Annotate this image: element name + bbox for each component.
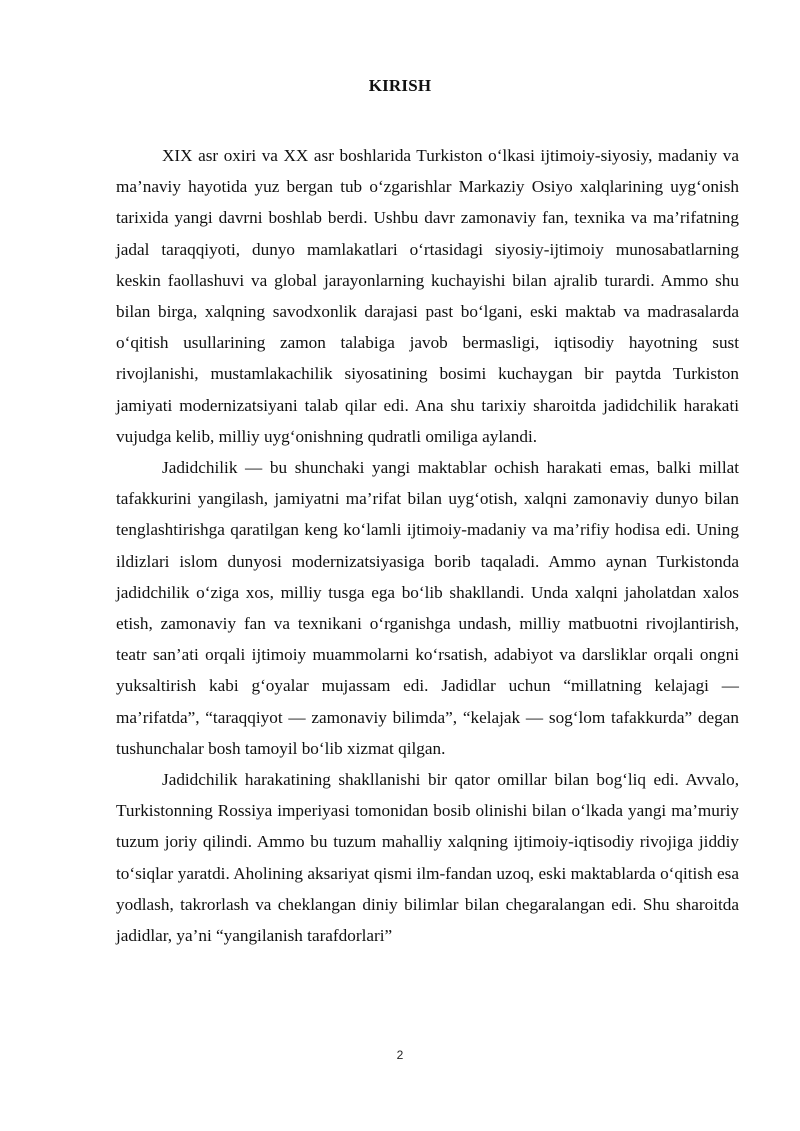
- page-number: 2: [396, 1048, 404, 1062]
- section-heading: KIRISH: [368, 76, 432, 95]
- paragraph: XIX asr oxiri va XX asr boshlarida Turkiston o‘lkasi ijtimoiy-siyosiy, madaniy va ma’naviy hayotida yuz bergan tub o‘zgarishlar Markaziy Osiyo xalqlarining uyg‘onish tarixida yangi davrni boshlab berdi. Ushbu davr zamonaviy fan, texnika va ma’rifatning jadal taraqqiyoti, dunyo mamlakatlari o‘rtasidagi siyosiy-ijtimoiy munosabatlarning keskin faollashuvi va global jarayonlarning kuchayishi bilan ajralib turardi. Ammo shu bilan birga, xalqning savodxonlik darajasi past bo‘lgani, eski maktab va madrasalarda o‘qitish usullarining zamon talabiga javob bermasligi, iqtisodiy hayotning sust rivojlanishi, mustamlakachilik siyosatining bosimi kuchaygan bir paytda Turkiston jamiyati modernizatsiyani talab qilar edi. Ana shu tarixiy sharoitda jadidchilik harakati vujudga kelib, milliy uyg‘onishning qudratli omiliga aylandi.: [116, 146, 739, 446]
- paragraph: Jadidchilik harakatining shakllanishi bir qator omillar bilan bog‘liq edi. Avvalo, Turkistonning Rossiya imperiyasi tomonidan bosib olinishi bilan o‘lkada yangi ma’muriy tuzum joriy qilindi. Ammo bu tuzum mahalliy xalqning ijtimoiy-iqtisodiy rivojiga jiddiy to‘siqlar yaratdi. Aholining aksariyat qismi ilm-fandan uzoq, eski maktablarda o‘qitish esa yodlash, takrorlash va cheklangan diniy bilimlar bilan chegaralangan edi. Shu sharoitda jadidlar, ya’ni “yangilanish tarafdorlari”: [116, 770, 739, 946]
- paragraph: Jadidchilik — bu shunchaki yangi maktablar ochish harakati emas, balki millat tafakkurini yangilash, jamiyatni ma’rifat bilan uyg‘otish, xalqni zamonaviy dunyo bilan tenglashtirishga qaratilgan keng ko‘lamli ijtimoiy-madaniy va ma’rifiy hodisa edi. Uning ildizlari islom dunyosi modernizatsiyasiga borib taqaladi. Ammo aynan Turkistonda jadidchilik o‘ziga xos, milliy tusga ega bo‘lib shakllandi. Unda xalqni jaholatdan xalos etish, zamonaviy fan va texnikani o‘rganishga undash, milliy matbuotni rivojlantirish, teatr san’ati orqali ijtimoiy muammolarni ko‘rsatish, adabiyot va darsliklar orqali ongni yuksaltirish kabi g‘oyalar mujassam edi. Jadidlar uchun “millatning kelajagi — ma’rifatda”, “taraqqiyot — zamonaviy bilimda”, “kelajak — sog‘lom tafakkurda” degan tushunchalar bosh tamoyil bo‘lib xizmat qilgan.: [116, 458, 739, 758]
- body-text: [116, 140, 739, 951]
